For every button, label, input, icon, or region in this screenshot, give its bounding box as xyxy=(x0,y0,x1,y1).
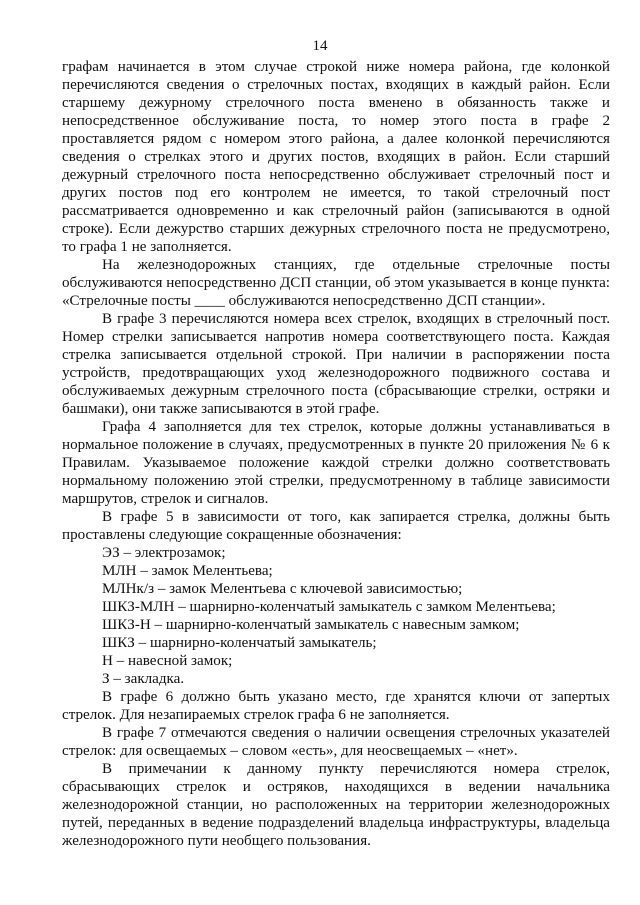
paragraph: В примечании к данному пункту перечисляются номера стрелок, сбрасывающих стрелок и остряков, находящихся в ведении начальника железнодорожной станции, но расположенных на территории железнодорожных путей, переданных в ведение подразделений владельца инфраструктуры, владельца железнодорожного пути необщего пользования. xyxy=(62,761,610,849)
list-item: МЛН – замок Мелентьева; xyxy=(102,563,273,579)
list-item: З – закладка. xyxy=(102,671,185,687)
paragraph: В графе 7 отмечаются сведения о наличии освещения стрелочных указателей стрелок: для освещаемых – словом «есть», для неосвещаемых – «нет». xyxy=(62,725,610,759)
list-item: ШКЗ-Н – шарнирно-коленчатый замыкатель с навесным замком; xyxy=(102,617,520,633)
paragraph: графам начинается в этом случае строкой ниже номера района, где колонкой перечисляются сведения о стрелочных постах, входящих в каждый район. Если старшему дежурному стрелочного поста вменено в обязанность также и непосредственное обслуживание поста, то номер этого поста в графе 2 проставляется рядом с номером этого района, а далее колонкой перечисляются сведения о стрелках этого и других постов, входящих в район. Если старший дежурный стрелочного поста непосредственно обслуживает стрелочный пост и других постов под его контролем не имеется, то такой стрелочный пост рассматривается одновременно и как стрелочный район (записываются в одной строке). Если дежурство старших дежурных стрелочного поста не предусмотрено, то графа 1 не заполняется. xyxy=(62,59,610,255)
paragraph: В графе 5 в зависимости от того, как запирается стрелка, должны быть проставлены следующие сокращенные обозначения: xyxy=(62,509,610,543)
page-number: 14 xyxy=(312,38,328,54)
list-item: ШКЗ – шарнирно-коленчатый замыкатель; xyxy=(102,635,377,651)
paragraph: В графе 3 перечисляются номера всех стрелок, входящих в стрелочный пост. Номер стрелки записывается напротив номера соответствующего поста. Каждая стрелка записывается отдельной строкой. При наличии в распоряжении поста устройств, предотвращающих уход железнодорожного подвижного состава и обслуживаемых дежурным стрелочного поста (сбрасывающие стрелки, остряки и башмаки), они также записываются в этой графе. xyxy=(62,311,610,417)
list-item: МЛНк/з – замок Мелентьева с ключевой зависимостью; xyxy=(102,581,463,597)
paragraph: На железнодорожных станциях, где отдельные стрелочные посты обслуживаются непосредственно ДСП станции, об этом указывается в конце пункта: «Стрелочные посты ____ обслуживаются непосредственно ДСП станции». xyxy=(62,257,610,309)
paragraph: В графе 6 должно быть указано место, где хранятся ключи от запертых стрелок. Для незапираемых стрелок графа 6 не заполняется. xyxy=(62,689,610,723)
paragraph: Графа 4 заполняется для тех стрелок, которые должны устанавливаться в нормальное положение в случаях, предусмотренных в пункте 20 приложения № 6 к Правилам. Указываемое положение каждой стрелки должно соответствовать нормальному положению этой стрелки, предусмотренному в таблице зависимости маршрутов, стрелок и сигналов. xyxy=(62,419,610,507)
list-item: ШКЗ-МЛН – шарнирно-коленчатый замыкатель с замком Мелентьева; xyxy=(102,599,556,615)
list-item: ЭЗ – электрозамок; xyxy=(102,545,226,561)
list-item: Н – навесной замок; xyxy=(102,653,233,669)
document-body xyxy=(62,58,610,850)
abbreviation-list xyxy=(62,544,610,688)
